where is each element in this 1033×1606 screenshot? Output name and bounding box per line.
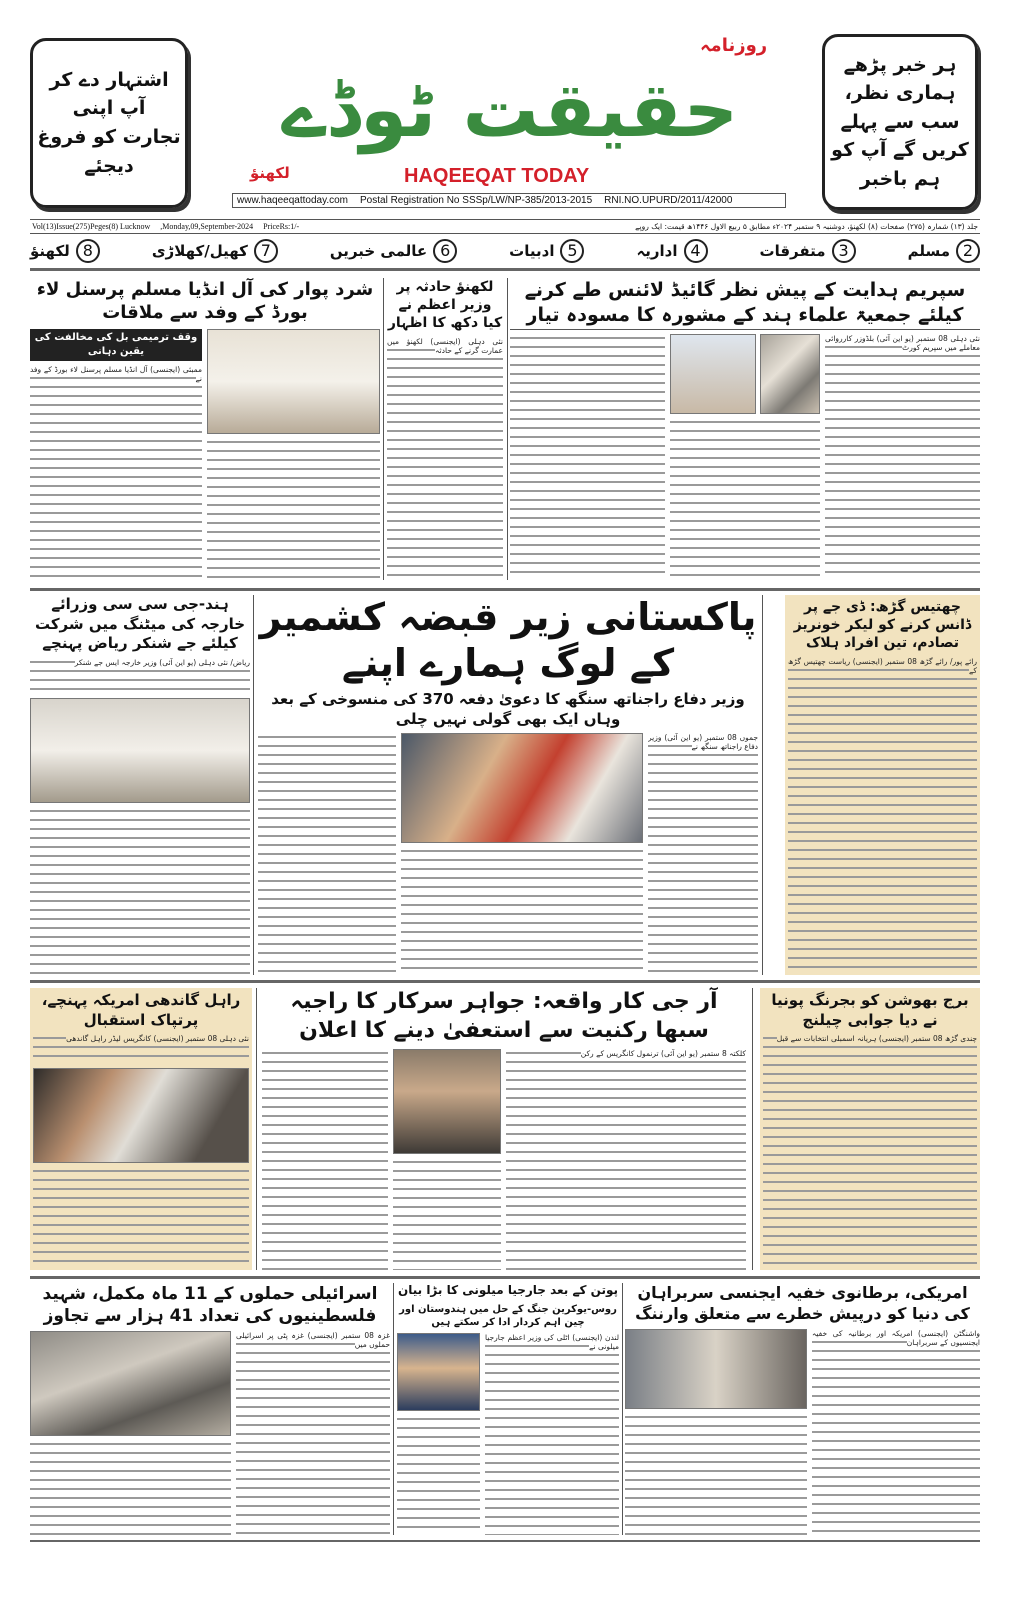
section-label: اداریہ	[636, 242, 678, 260]
story-rahul	[30, 988, 252, 1270]
headline-rahul: راہل گاندھی امریکہ پہنچے، پرتپاک استقبال	[41, 991, 241, 1029]
story-jamiat	[510, 278, 980, 580]
article-body	[401, 847, 643, 975]
photo-pawar-meeting	[207, 329, 380, 434]
article-body: نئی دہلی (ایجنسی) لکھنؤ میں عمارت گرنے کے حادثہ	[387, 337, 503, 580]
article-body	[397, 1415, 480, 1535]
section-label: ادبیات	[509, 242, 555, 260]
section-link-page-5[interactable]	[509, 239, 584, 263]
section-link-page-7[interactable]	[152, 239, 278, 263]
page-number: 7	[254, 239, 278, 263]
photo-supreme-court	[670, 334, 756, 414]
photo-meloni	[397, 1333, 480, 1411]
section-link-page-8[interactable]	[30, 239, 100, 263]
story-pawar	[30, 278, 380, 580]
photo-arshad-madani	[760, 334, 820, 414]
article-body	[207, 438, 380, 580]
headline-intel-warning: امریکی، برطانوی خفیہ ایجنسی سربراہان کی دنیا کو درپیش خطرے سے متعلق وارننگ	[635, 1283, 970, 1323]
volume-issue: Vol(13)Issue(275)Peges(8) Lucknow	[32, 222, 151, 231]
section-label: متفرقات	[759, 242, 826, 260]
article-body	[258, 733, 396, 975]
article-body: ممبئی (ایجنسی) آل انڈیا مسلم پرسنل لاء بورڈ کے وفد نے	[30, 365, 202, 580]
section-label: کھیل/کھلاڑی	[151, 242, 248, 260]
story-gaza	[30, 1283, 390, 1535]
ad-line: کریں گے آپ کو	[831, 139, 969, 162]
article-body	[670, 418, 820, 580]
section-link-page-6[interactable]	[330, 239, 457, 263]
dateline	[30, 219, 980, 234]
article-body: غزہ 08 ستمبر (ایجنسی) غزہ پٹی پر اسرائیلی حملوں میں	[236, 1331, 390, 1535]
photo-rajnath-singh	[401, 733, 643, 843]
article-body	[262, 1049, 388, 1270]
ad-line: اشتہار دے کر	[49, 68, 169, 91]
headline-jaishankar: ہند-جی سی سی وزرائے خارجہ کی میٹنگ میں شرکت کیلئے جے شنکر ریاض پہنچے	[34, 595, 246, 652]
photo-intel-chiefs	[625, 1329, 807, 1409]
article-body: چندی گڑھ 08 ستمبر (ایجنسی) ہریانہ اسمبلی انتخابات سے قبل	[763, 1034, 977, 1267]
masthead-city: لکھنؤ	[250, 164, 290, 182]
page-number: 2	[956, 239, 980, 263]
article-body	[33, 1167, 249, 1267]
photo-jaishankar	[30, 698, 250, 803]
masthead-daily: روزنامہ	[700, 35, 768, 56]
ad-box-left	[30, 38, 188, 208]
story-jaishankar	[30, 595, 250, 975]
page-number: 6	[433, 239, 457, 263]
ad-line: دیجئے	[84, 154, 134, 177]
page-number: 5	[560, 239, 584, 263]
section-link-page-4[interactable]	[636, 239, 707, 263]
headline-chhattisgarh: چھتیس گڑھ: ڈی جے پر ڈانس کرنے کو لیکر خونریز تصادم، تین افراد ہلاک	[793, 599, 972, 652]
story-intel-warning	[625, 1283, 980, 1535]
story-lucknow	[387, 278, 503, 580]
article-body: جموں 08 ستمبر (یو این آئی) وزیر دفاع راجناتھ سنگھ نے	[648, 733, 758, 975]
article-body: لندن (ایجنسی) اٹلی کی وزیر اعظم جارجیا میلونی نے	[485, 1333, 619, 1535]
subhead-kashmir: وزیر دفاع راجناتھ سنگھ کا دعویٰ دفعہ 370 کی منسوخی کے بعد وہاں ایک بھی گولی نہیں چلی	[271, 690, 745, 728]
rni-number: RNI.NO.UPURD/2011/42000	[604, 195, 733, 206]
story-meloni	[397, 1283, 619, 1535]
story-brij-bhushan	[760, 988, 980, 1270]
headline-brij-bhushan: برج بھوشن کو بجرنگ پونیا نے دیا جوابی چیلنج	[771, 991, 969, 1029]
headline-kashmir: پاکستانی زیر قبضہ کشمیر کے لوگ ہمارے اپنے	[259, 595, 757, 685]
headline-gaza: اسرائیلی حملوں کے 11 ماہ مکمل، شہید فلسطینیوں کی تعداد 41 ہزار سے تجاوز	[42, 1284, 378, 1327]
headline-meloni: روس-یوکرین جنگ کے حل میں ہندوستان اور چین اہم کردار ادا کر سکتے ہیں	[399, 1303, 617, 1328]
price: PriceRs:1/-	[263, 222, 300, 231]
registration-bar	[232, 193, 786, 208]
section-label: لکھنؤ	[30, 242, 70, 260]
page-number: 8	[76, 239, 100, 263]
ad-line: آپ اپنی	[72, 97, 146, 120]
story-jawhar-sircar	[262, 988, 746, 1270]
ad-line: ہماری نظر،	[844, 82, 956, 105]
ad-line: سب سے پہلے	[840, 110, 960, 133]
ad-line: ہم باخبر	[859, 167, 941, 190]
masthead-english: HAQEEQAT TODAY	[404, 165, 590, 187]
headline-lucknow: لکھنؤ حادثہ پر وزیر اعظم نے کیا دکھ کا اظہار	[387, 279, 503, 332]
photo-rahul-gandhi	[33, 1068, 249, 1163]
section-label: مسلم	[907, 242, 950, 260]
photo-jawhar-sircar	[393, 1049, 501, 1154]
article-body	[510, 334, 665, 580]
caption-waqf: وقف ترمیمی بل کی مخالفت کی یقین دہانی	[30, 329, 202, 361]
postal-registration: Postal Registration No SSSp/LW/NP-385/2013-2015	[360, 195, 593, 206]
ad-box-right	[822, 34, 978, 210]
kicker-meloni: پوتن کے بعد جارجیا میلونی کا بڑا بیان	[397, 1283, 619, 1297]
section-label: عالمی خبریں	[329, 242, 428, 260]
ad-line: ہر خبر پڑھے	[843, 53, 957, 76]
article-body	[30, 1440, 231, 1535]
website-link[interactable]: www.haqeeqattoday.com	[237, 195, 348, 206]
article-body: کلکتہ 8 ستمبر (یو این آئی) ترنمول کانگریس کے رکن	[506, 1049, 746, 1270]
headline-jawhar-sircar: آر جی کار واقعہ: جواہر سرکار کا راجیہ سبھا رکنیت سے استعفیٰ دینے کا اعلان	[290, 989, 718, 1043]
article-body	[393, 1158, 501, 1270]
story-kashmir	[258, 595, 758, 975]
section-index	[30, 238, 980, 264]
page-number: 4	[684, 239, 708, 263]
ad-line: تجارت کو فروغ	[37, 126, 181, 148]
article-body: نئی دہلی 08 ستمبر (یو این آئی) بلڈوزر کارروائی معاملے میں سپریم کورٹ	[825, 334, 980, 580]
article-body	[30, 807, 250, 976]
page-number: 3	[832, 239, 856, 263]
article-body: نئی دہلی 08 ستمبر (ایجنسی) کانگریس لیڈر راہل گاندھی	[33, 1034, 249, 1064]
headline-pawar: شرد پوار کی آل انڈیا مسلم پرسنل لاء بورڈ کے وفد سے ملاقات	[36, 279, 374, 324]
article-body: رائے پور/ رائے گڑھ 08 ستمبر (ایجنسی) ریاست چھتیس گڑھ کے	[788, 657, 977, 972]
dateline-urdu: جلد (۱۳) شمارہ (۲۷۵) صفحات (۸) لکھنؤ، دوشنبہ ۹ ستمبر ۲۰۲۴ء مطابق ۵ ربیع الاول ۱۴۴۶ھ قیمت: ایک روپے	[635, 222, 978, 231]
section-link-page-3[interactable]	[760, 239, 856, 263]
section-link-page-2[interactable]	[908, 239, 980, 263]
article-body: واشنگٹن (ایجنسی) امریکہ اور برطانیہ کی خفیہ ایجنسیوں کے سربراہان	[812, 1329, 980, 1535]
article-body: ریاض/ نئی دہلی (یو این آئی) وزیر خارجہ ایس جے شنکر	[30, 658, 250, 694]
publish-date: ,Monday,09,September-2024	[160, 222, 254, 231]
story-chhattisgarh	[785, 595, 980, 975]
article-body	[625, 1413, 807, 1535]
headline-jamiat: سپریم ہدایت کے پیش نظر گائیڈ لائنس طے کرنے کیلئے جمعیۃ علماء ہند کے مشورہ کا مسودہ تیار	[510, 278, 980, 330]
masthead-logo: حقیقت ٹوڈے	[281, 65, 739, 154]
photo-gaza-rubble	[30, 1331, 231, 1436]
